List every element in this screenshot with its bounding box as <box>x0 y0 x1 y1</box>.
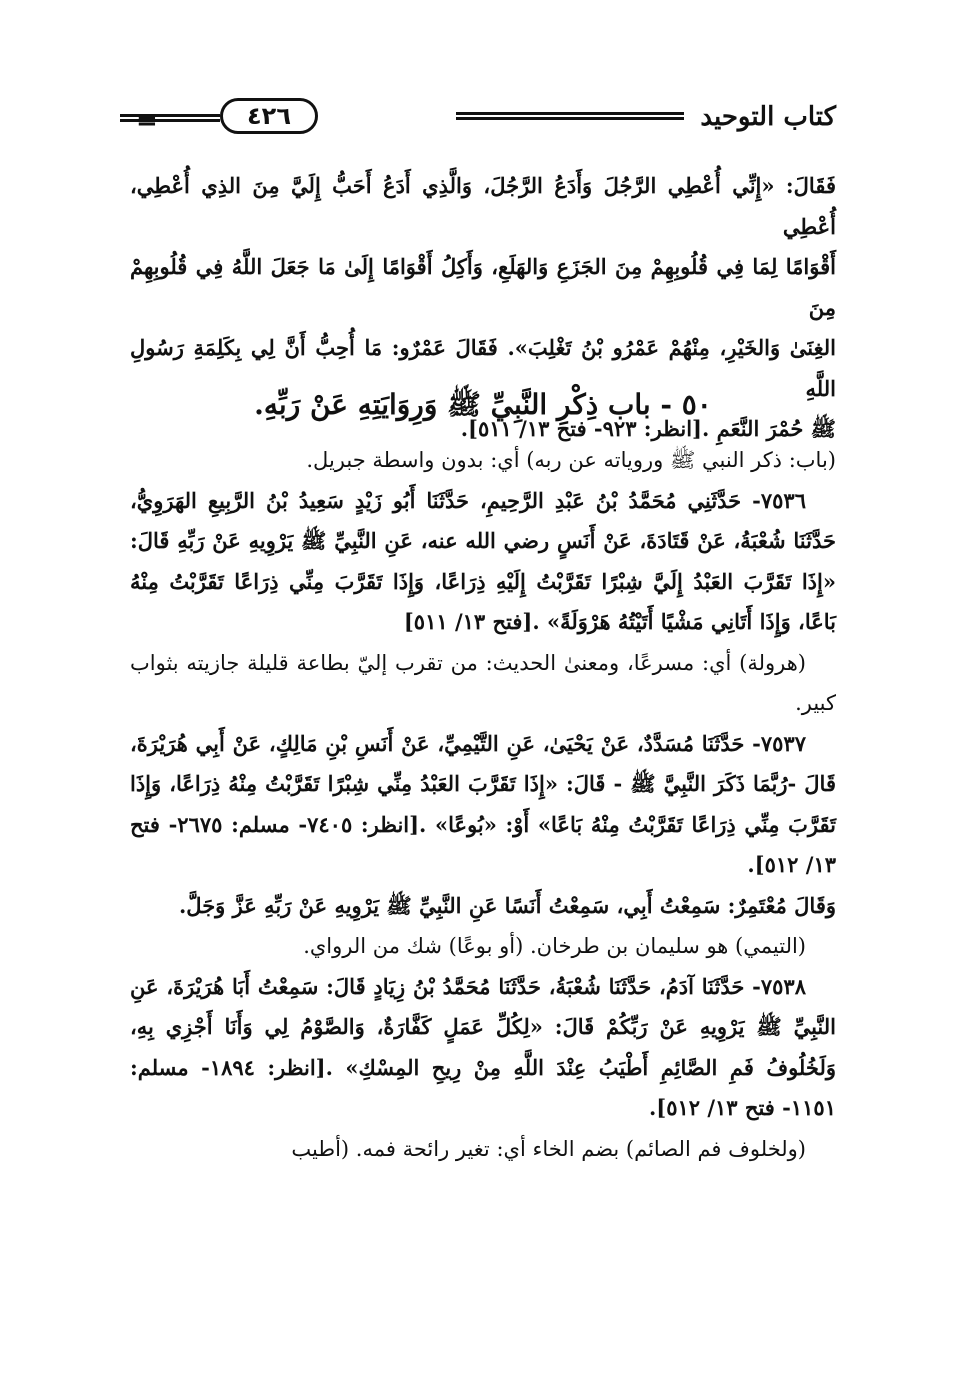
passage-line: فَقَالَ: «إِنِّي أُعْطِي الرَّجُلَ وَأَدَعُ الرَّجُلَ، وَالَّذِي أَدَعُ أَحَبُّ إِلَيَّ مِنَ الذِي أُعْطِي، أُعْطِي <box>130 173 836 239</box>
header-rule-left <box>120 114 220 122</box>
narration-mutamir: وَقَالَ مُعْتَمِرٌ: سَمِعْتُ أَبِي، سَمِعْتُ أَنَسًا عَنِ النَّبِيِّ ﷺ يَرْوِيهِ عَنْ رَبِّهِ عَزَّ وَجَلَّ. <box>178 892 836 918</box>
commentary-paragraph: (التيمي) هو سليمان بن طرخان. (أو بوعًا) شك من الرواي. <box>303 934 806 958</box>
main-body <box>130 440 836 1169</box>
hadith-7537: ٧٥٣٧- حَدَّثَنَا مُسَدَّدٌ، عَنْ يَحْيَىٰ، عَنِ التَّيْمِيِّ، عَنْ أَنَسِ بْنِ مَالِكٍ، عَنْ أَبِي هُرَيْرَةَ، قَالَ -رُبَّمَا ذَكَرَ النَّبِيَّ ﷺ - قَالَ: «إِذَا تَقَرَّبَ العَبْدُ مِنِّي شِبْرًا تَقَرَّبْتُ مِنْهُ ذِرَاعًا، وَإِذَا تَقَرَّبَ مِنِّي ذِرَاعًا تَقَرَّبْتُ مِنْهُ بَاعًا» أَوْ: «بُوعًا» .[انظر: ٧٤٠٥- مسلم: ٢٦٧٥- فتح ١٣/ ٥١٢]. <box>130 730 836 877</box>
commentary-paragraph: (هرولة) أي: مسرعًا، ومعنىٰ الحديث: من تقرب إليّ بطاعة قليلة جازيته بثواب كبير. <box>130 650 836 715</box>
header-dash: = <box>136 106 158 136</box>
commentary-paragraph: (باب: ذكر النبي ﷺ وروياته عن ربه) أي: بدون واسطة جبريل. <box>306 448 836 472</box>
page-number: ٤٢٦ <box>247 102 291 130</box>
passage-line: ﷺ حُمْرَ النَّعَمِ .[انظر: ٩٢٣- فتح ١٣/ ٥١١]. <box>460 416 836 441</box>
page-header <box>120 98 836 142</box>
page-number-badge <box>220 98 318 134</box>
hadith-7538: ٧٥٣٨- حَدَّثَنَا آدَمُ، حَدَّثَنَا شُعْبَةُ، حَدَّثَنَا مُحَمَّدُ بْنُ زِيَادٍ قَالَ: سَمِعْتُ أَبَا هُرَيْرَةَ، عَنِ النَّبِيِّ ﷺ يَرْوِيهِ عَنْ رَبِّكُمْ قَالَ: «لِكُلِّ عَمَلٍ كَفَّارَةٌ، وَالصَّوْمُ لِي وَأَنَا أَجْزِي بِهِ، وَلَخُلُوفُ فَمِ الصَّائِمِ أَطْيَبُ عِنْدَ اللَّهِ مِنْ رِيحِ المِسْكِ» .[انظر: ١٨٩٤- مسلم: ١١٥١- فتح ١٣/ ٥١٢]. <box>130 973 836 1120</box>
chapter-heading: ٥٠ - باب ذِكْرِ النَّبِيِّ ﷺ وَرِوَايَتِهِ عَنْ رَبِّهِ. <box>254 388 712 421</box>
commentary-paragraph: (ولخلوف فم الصائم) بضم الخاء أي: تغير رائحة فمه. (أطيب <box>291 1136 806 1161</box>
header-rule-right <box>456 112 684 120</box>
passage-line: الغِنَىٰ وَالخَيْرِ، مِنْهُمْ عَمْرُو بْنُ تَغْلِبَ». فَقَالَ عَمْرٌو: مَا أُحِبُّ أَنَّ لِي بِكَلِمَةِ رَسُولِ اللَّهِ <box>130 335 836 401</box>
hadith-7536: ٧٥٣٦- حَدَّثَنِي مُحَمَّدُ بْنُ عَبْدِ الرَّحِيمِ، حَدَّثَنَا أَبُو زَيْدٍ سَعِيدُ بْنُ الرَّبِيعِ الهَرَوِيُّ، حَدَّثَنَا شُعْبَةُ، عَنْ قَتَادَةَ، عَنْ أَنَسٍ رضي الله عنه، عَنِ النَّبِيِّ ﷺ يَرْوِيهِ عَنْ رَبِّهِ قَالَ: «إِذَا تَقَرَّبَ العَبْدُ إِلَيَّ شِبْرًا تَقَرَّبْتُ إِلَيْهِ ذِرَاعًا، وَإِذَا تَقَرَّبَ مِنِّي ذِرَاعًا تَقَرَّبْتُ مِنْهُ بَاعًا، وَإِذَا أَتَانِي مَشْيًا أَتَيْتُهُ هَرْوَلَةً» .[فتح ١٣/ ٥١١] <box>130 487 836 634</box>
passage-line: أَقْوَامًا لِمَا فِي قُلُوبِهِمْ مِنَ الجَزَعِ وَالهَلَعِ، وَأَكِلُ أَقْوَامًا إِلَىٰ مَا جَعَلَ اللَّهُ فِي قُلُوبِهِمْ مِنَ <box>130 254 836 320</box>
running-title: كتاب التوحيد <box>700 102 836 132</box>
